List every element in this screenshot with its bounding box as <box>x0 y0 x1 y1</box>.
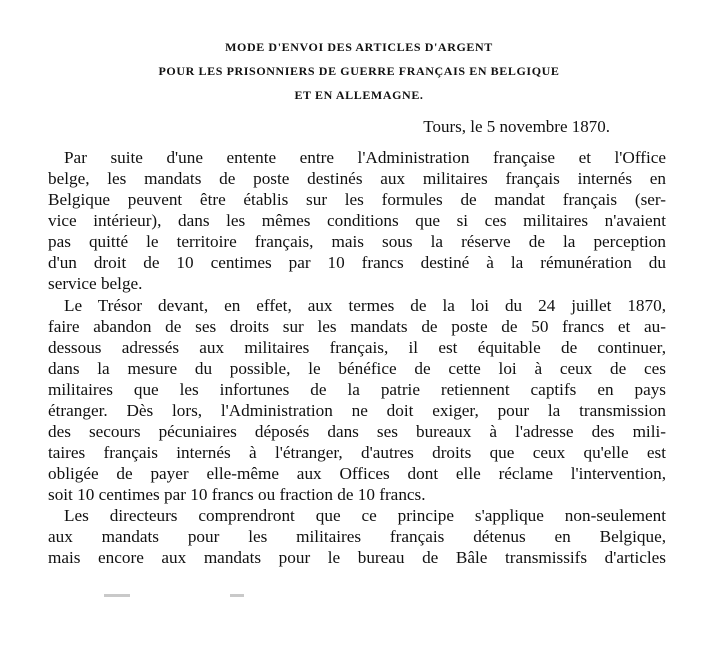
paragraph-1-line-6: d'un droit de 10 centimes par 10 francs destiné à la rémunération du <box>48 253 666 272</box>
paragraph-1-line-7: service belge. <box>48 274 143 293</box>
paragraph-2-line-8: taires français internés à l'étranger, d'autres droits que ceux qu'elle est <box>48 443 666 462</box>
document-title-line-1: MODE D'ENVOI DES ARTICLES D'ARGENT <box>225 40 493 54</box>
paragraph-1-line-4: vice intérieur), dans les mêmes conditions que si ces militaires n'avaient <box>48 211 666 230</box>
cut-off-text-fragment <box>230 594 244 597</box>
paragraph-1-line-3: Belgique peuvent être établis sur les formules de mandat français (ser- <box>48 190 666 209</box>
paragraph-2-line-9: obligée de payer elle-même aux Offices dont elle réclame l'intervention, <box>48 464 666 483</box>
paragraph-3-line-1: Les directeurs comprendront que ce principe s'applique non-seulement <box>64 506 666 525</box>
paragraph-1-line-2: belge, les mandats de poste destinés aux militaires français internés en <box>48 169 666 188</box>
paragraph-2-line-3: dessous adressés aux militaires français, il est équitable de continuer, <box>48 338 666 357</box>
paragraph-2-line-1: Le Trésor devant, en effet, aux termes de la loi du 24 juillet 1870, <box>64 296 666 315</box>
paragraph-1-line-1: Par suite d'une entente entre l'Administration française et l'Office <box>64 148 666 167</box>
paragraph-2-line-5: militaires que les infortunes de la patrie retiennent captifs en pays <box>48 380 666 399</box>
paragraph-2-line-2: faire abandon de ses droits sur les mandats de poste de 50 francs et au- <box>48 317 666 336</box>
paragraph-2-line-10: soit 10 centimes par 10 francs ou fraction de 10 francs. <box>48 485 426 504</box>
paragraph-2-line-4: dans la mesure du possible, le bénéfice de cette loi à ceux de ces <box>48 359 666 378</box>
cut-off-text-fragment <box>104 594 130 597</box>
paragraph-3-line-2: aux mandats pour les militaires français détenus en Belgique, <box>48 527 666 546</box>
document-title-line-3: ET EN ALLEMAGNE. <box>294 88 424 102</box>
document-title-line-2: POUR LES PRISONNIERS DE GUERRE FRANÇAIS EN BELGIQUE <box>158 64 560 78</box>
paragraph-2-line-6: étranger. Dès lors, l'Administration ne doit exiger, pour la transmission <box>48 401 666 420</box>
paragraph-1-line-5: pas quitté le territoire français, mais sous la réserve de la perception <box>48 232 666 251</box>
dateline: Tours, le 5 novembre 1870. <box>423 117 610 136</box>
paragraph-2-line-7: des secours pécuniaires déposés dans ses bureaux à l'adresse des mili- <box>48 422 666 441</box>
paragraph-3-line-3: mais encore aux mandats pour le bureau de Bâle transmissifs d'articles <box>48 548 666 567</box>
